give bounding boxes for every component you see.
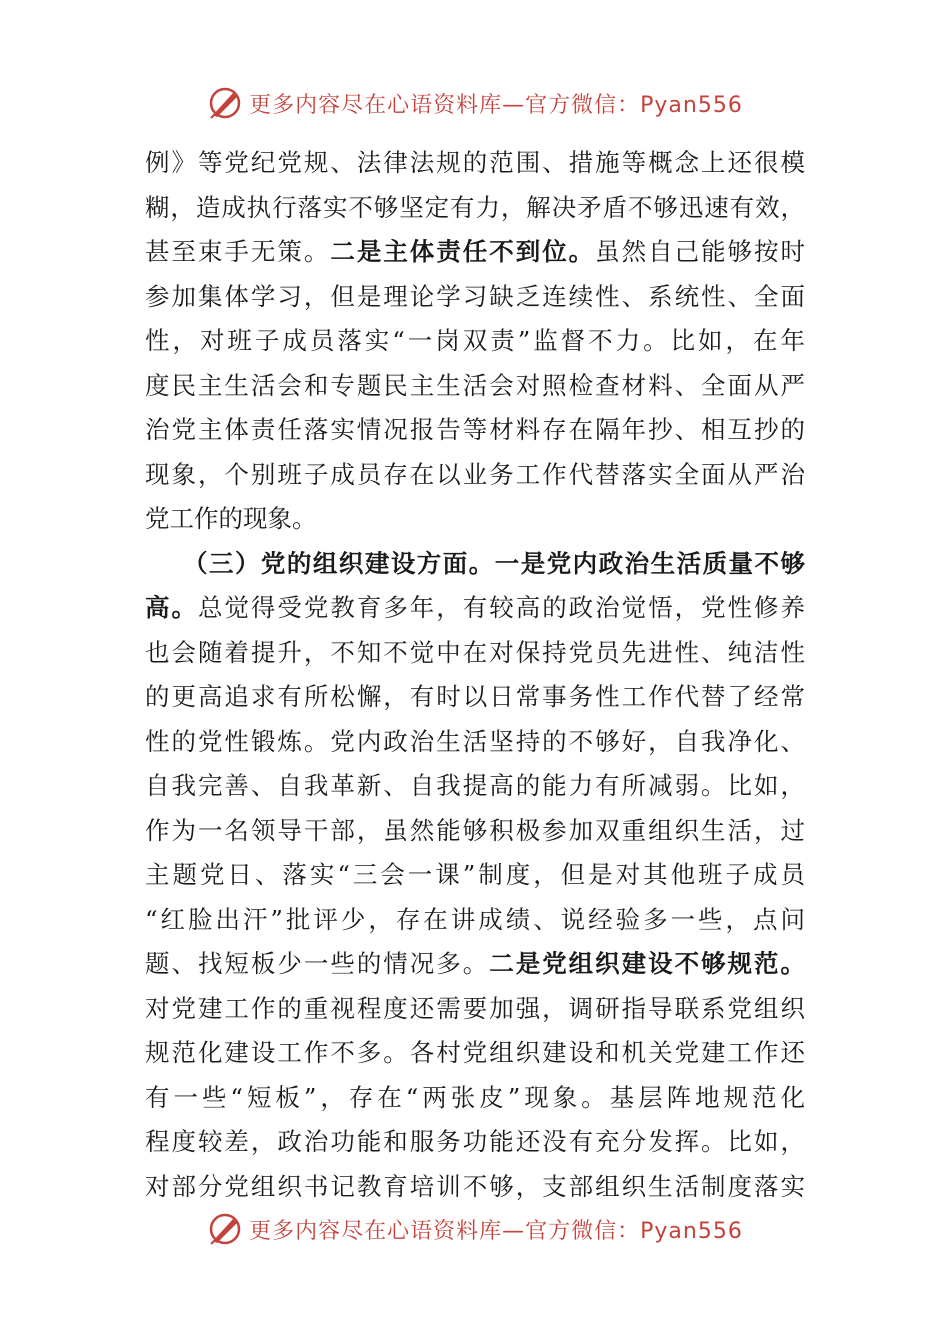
text-line [145, 987, 805, 1032]
text-segment: 参加集体学习，但是理论学习缺乏连续性、系统性、全面 [145, 281, 805, 311]
text-line [145, 720, 805, 765]
text-line [145, 764, 805, 809]
text-line [145, 586, 805, 631]
text-line [145, 364, 805, 409]
text-line [145, 453, 805, 498]
text-line [145, 408, 805, 453]
header-watermark-banner [0, 78, 950, 128]
text-line [145, 497, 805, 542]
text-segment: 例》等党纪党规、法律法规的范围、措施等概念上还很模 [145, 148, 805, 177]
text-line [145, 675, 805, 720]
text-segment: 糊，造成执行落实不够坚定有力，解决矛盾不够迅速有效， [145, 192, 805, 222]
text-line [145, 898, 805, 943]
text-line [145, 141, 805, 186]
text-segment: 性，对班子成员落实“一岗双责”监督不力。比如，在年 [145, 326, 805, 355]
text-segment: 甚至束手无策。 [145, 237, 331, 266]
text-line [145, 542, 805, 587]
text-line [145, 186, 805, 231]
text-line [145, 1076, 805, 1121]
text-line [145, 230, 805, 275]
text-line [145, 631, 805, 676]
text-segment: 总觉得受党教育多年，有较高的政治觉悟，党性修养 [197, 593, 805, 622]
text-segment: 规范化建设工作不多。各村党组织建设和机关党建工作还 [145, 1038, 805, 1067]
header-watermark-text: 更多内容尽在心语资料库—官方微信：Pyan556 [249, 92, 743, 118]
text-line [145, 1031, 805, 1076]
text-line [145, 1165, 805, 1210]
text-segment: 也会随着提升，不知不觉中在对保持党员先进性、纯洁性 [145, 637, 805, 667]
text-segment: 程度较差，政治功能和服务功能还没有充分发挥。比如， [145, 1127, 805, 1156]
text-segment: 有一些“短板”，存在“两张皮”现象。基层阵地规范化 [145, 1082, 805, 1112]
text-segment: 现象，个别班子成员存在以业务工作代替落实全面从严治 [145, 459, 805, 489]
pen-circle-logo-icon [207, 1211, 243, 1247]
text-segment: 性的党性锻炼。党内政治生活坚持的不够好，自我净化、 [145, 726, 805, 756]
text-segment: 治党主体责任落实情况报告等材料存在隔年抄、相互抄的 [145, 415, 805, 444]
text-line [145, 853, 805, 898]
bold-text-segment: 高。 [145, 593, 198, 622]
text-segment: 题、找短板少一些的情况多。 [145, 949, 490, 978]
text-line [145, 809, 805, 854]
bold-text-segment: 二是主体责任不到位。 [330, 237, 596, 266]
pen-circle-logo-icon [207, 85, 243, 121]
text-segment: 度民主生活会和专题民主生活会对照检查材料、全面从严 [145, 370, 805, 400]
text-line [145, 275, 805, 320]
text-segment: 自我完善、自我革新、自我提高的能力有所减弱。比如， [145, 771, 805, 800]
text-segment: 党工作的现象。 [145, 504, 317, 533]
footer-watermark-text: 更多内容尽在心语资料库—官方微信：Pyan556 [249, 1218, 743, 1244]
bold-text-segment: 二是党组织建设不够规范。 [489, 949, 805, 978]
text-segment: 主题党日、落实“三会一课”制度，但是对其他班子成员 [145, 860, 805, 889]
text-segment: 虽然自己能够按时 [595, 237, 805, 266]
bold-text-segment: （三）党的组织建设方面。一是党内政治生活质量不够 [183, 548, 805, 578]
text-segment: “红脸出汗”批评少，存在讲成绩、说经验多一些，点问 [145, 904, 805, 934]
text-line [145, 1120, 805, 1165]
text-segment: 对部分党组织书记教育培训不够，支部组织生活制度落实 [145, 1171, 805, 1201]
document-body [145, 141, 805, 1209]
text-segment: 对党建工作的重视程度还需要加强，调研指导联系党组织 [145, 993, 805, 1023]
text-segment: 作为一名领导干部，虽然能够积极参加双重组织生活，过 [145, 815, 805, 845]
text-line [145, 319, 805, 364]
text-segment: 的更高追求有所松懈，有时以日常事务性工作代替了经常 [145, 682, 805, 711]
footer-watermark-banner [0, 1204, 950, 1254]
text-line [145, 942, 805, 987]
